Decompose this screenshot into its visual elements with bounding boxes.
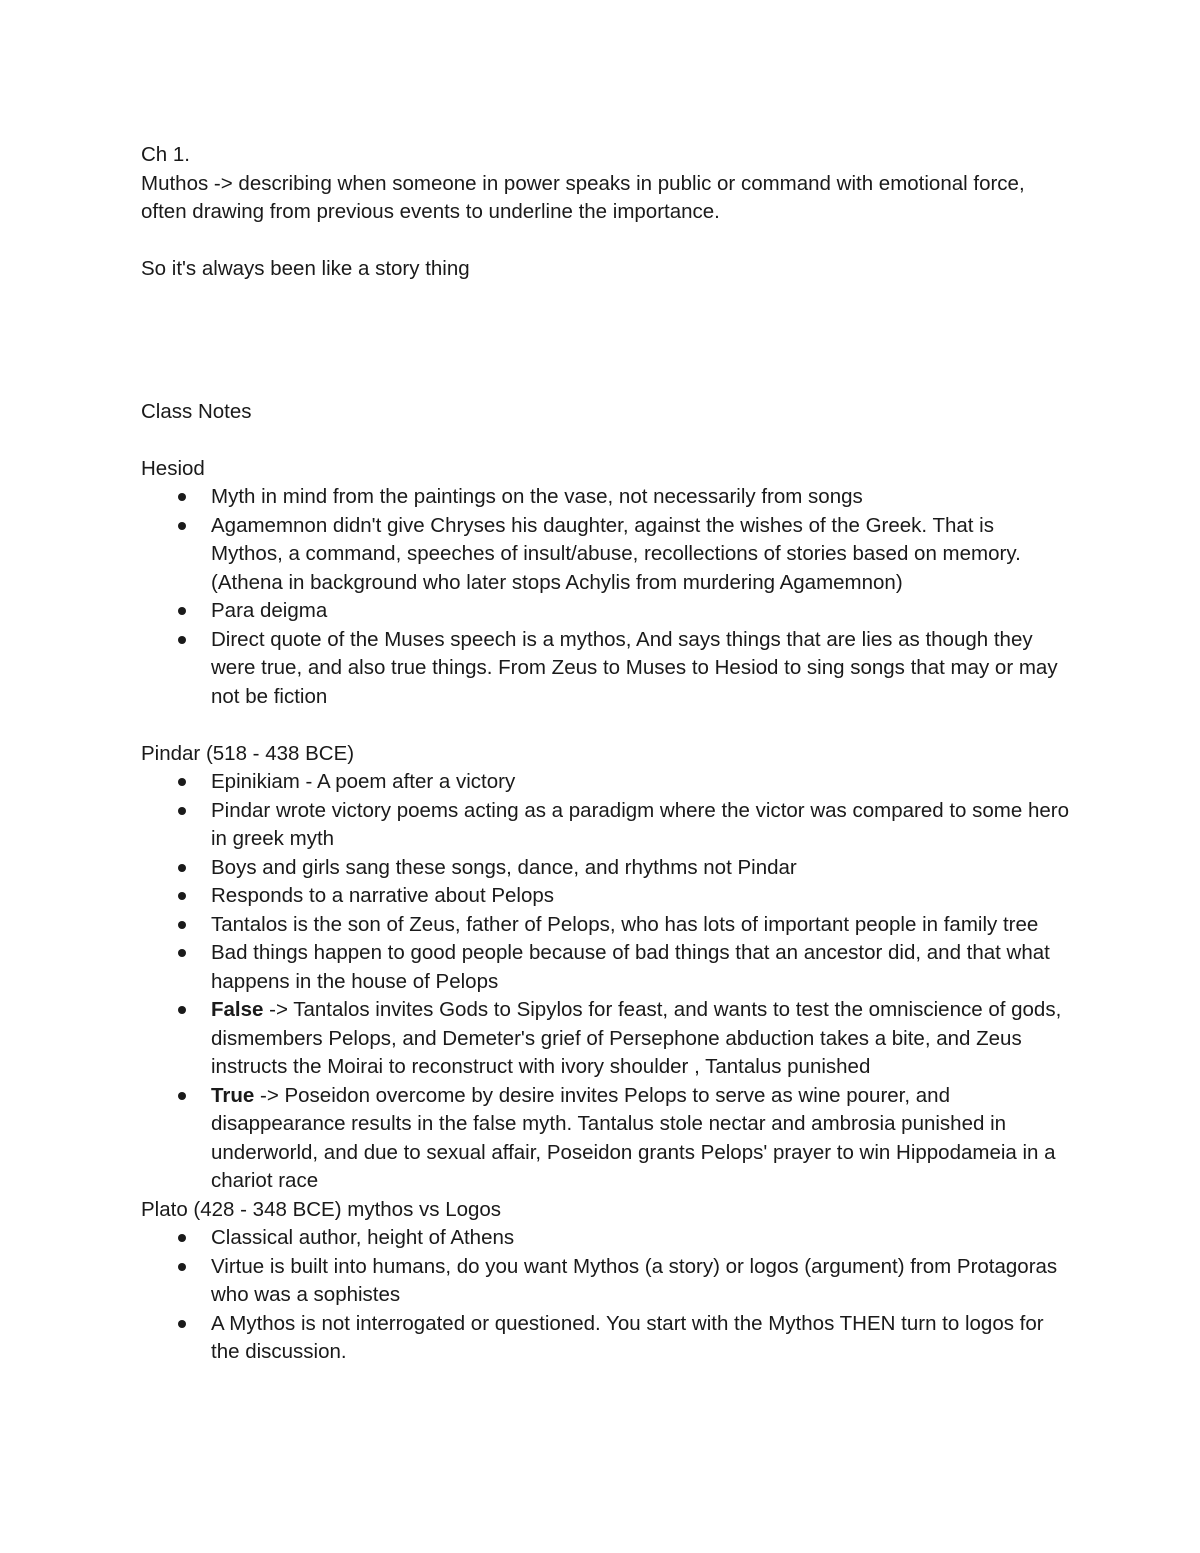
- list-item: [141, 512, 1071, 598]
- blank-line: [141, 341, 1071, 370]
- plato-list: [141, 1224, 1071, 1367]
- blank-line: [141, 426, 1071, 455]
- hesiod-heading: Hesiod: [141, 456, 205, 480]
- muthos-definition: Muthos -> describing when someone in power speaks in public or command with emotional force, often drawing from previous events to underline the importance.: [141, 171, 1025, 223]
- list-item: [141, 1253, 1071, 1310]
- list-item: [141, 597, 1071, 626]
- document-page: [141, 141, 1071, 1367]
- bullet-icon: [178, 636, 186, 644]
- list-item: [141, 797, 1071, 854]
- list-item-text: Virtue is built into humans, do you want Mythos (a story) or logos (argument) from Protagoras who was a sophistes: [211, 1254, 1058, 1306]
- list-item-text: Para deigma: [211, 599, 328, 622]
- plato-heading: Plato (428 - 348 BCE) mythos vs Logos: [141, 1197, 502, 1221]
- bullet-icon: [178, 1263, 186, 1271]
- list-item-text: Agamemnon didn't give Chryses his daughter, against the wishes of the Greek. That is Mythos, a command, speeches of insult/abuse, recollections of stories based on memory. (Athena in background who later stops Achylis from murdering Agamemnon): [211, 513, 1021, 594]
- list-item: [141, 996, 1071, 1082]
- true-myth-text: -> Poseidon overcome by desire invites Pelops to serve as wine pourer, and disappearance results in the false myth. Tantalus stole nectar and ambrosia punished in underworld, and due to sexual affair, Poseidon grants Pelops' prayer to win Hippodameia in a chariot race: [211, 1083, 1056, 1192]
- list-item-text: Epinikiam - A poem after a victory: [211, 770, 516, 793]
- bullet-icon: [178, 1006, 186, 1014]
- bullet-icon: [178, 921, 186, 929]
- pindar-heading: Pindar (518 - 438 BCE): [141, 741, 355, 765]
- list-item-text: Myth in mind from the paintings on the vase, not necessarily from songs: [211, 485, 863, 508]
- list-item-text: Tantalos is the son of Zeus, father of Pelops, who has lots of important people in family tree: [211, 912, 1039, 936]
- ch1-heading: Ch 1.: [141, 143, 190, 166]
- list-item: [141, 768, 1071, 797]
- list-item-text: Direct quote of the Muses speech is a mythos, And says things that are lies as though they were true, and also true things. From Zeus to Muses to Hesiod to sing songs that may or may not be fiction: [211, 627, 1058, 708]
- bullet-icon: [178, 607, 186, 615]
- pindar-list: [141, 768, 1071, 1196]
- hesiod-list: [141, 483, 1071, 711]
- story-note: So it's always been like a story thing: [141, 257, 470, 280]
- list-item-text: Pindar wrote victory poems acting as a paradigm where the victor was compared to some hero in greek myth: [211, 798, 1069, 850]
- list-item-text: Boys and girls sang these songs, dance, and rhythms not Pindar: [211, 855, 797, 879]
- list-item-text: Responds to a narrative about Pelops: [211, 884, 555, 907]
- bullet-icon: [178, 864, 186, 872]
- bullet-icon: [178, 807, 186, 815]
- bullet-icon: [178, 522, 186, 530]
- blank-line: [141, 227, 1071, 256]
- list-item: [141, 1082, 1071, 1196]
- list-item: [141, 911, 1071, 940]
- list-item: [141, 626, 1071, 712]
- list-item: [141, 1224, 1071, 1253]
- list-item-text: Classical author, height of Athens: [211, 1226, 515, 1249]
- blank-line: [141, 312, 1071, 341]
- bullet-icon: [178, 892, 186, 900]
- true-label: True: [211, 1083, 255, 1107]
- list-item: [141, 483, 1071, 512]
- false-myth-text: -> Tantalos invites Gods to Sipylos for feast, and wants to test the omniscience of gods, dismembers Pelops, and Demeter's grief of Persephone abduction takes a bite, and Zeus instructs the Moirai to reconstruct with ivory shoulder , Tantalus punished: [211, 998, 1062, 1078]
- class-notes-heading: Class Notes: [141, 399, 252, 423]
- bullet-icon: [178, 778, 186, 786]
- list-item: [141, 939, 1071, 996]
- false-label: False: [211, 998, 264, 1021]
- list-item: [141, 882, 1071, 911]
- bullet-icon: [178, 1320, 186, 1328]
- list-item: [141, 854, 1071, 883]
- blank-line: [141, 369, 1071, 398]
- bullet-icon: [178, 949, 186, 957]
- list-item-text: Bad things happen to good people because of bad things that an ancestor did, and that what happens in the house of Pelops: [211, 941, 1050, 993]
- bullet-icon: [178, 1092, 186, 1100]
- list-item-text: A Mythos is not interrogated or questioned. You start with the Mythos THEN turn to logos for the discussion.: [211, 1311, 1044, 1363]
- list-item: [141, 1310, 1071, 1367]
- bullet-icon: [178, 1234, 186, 1242]
- blank-line: [141, 284, 1071, 313]
- blank-line: [141, 711, 1071, 740]
- bullet-icon: [178, 493, 186, 501]
